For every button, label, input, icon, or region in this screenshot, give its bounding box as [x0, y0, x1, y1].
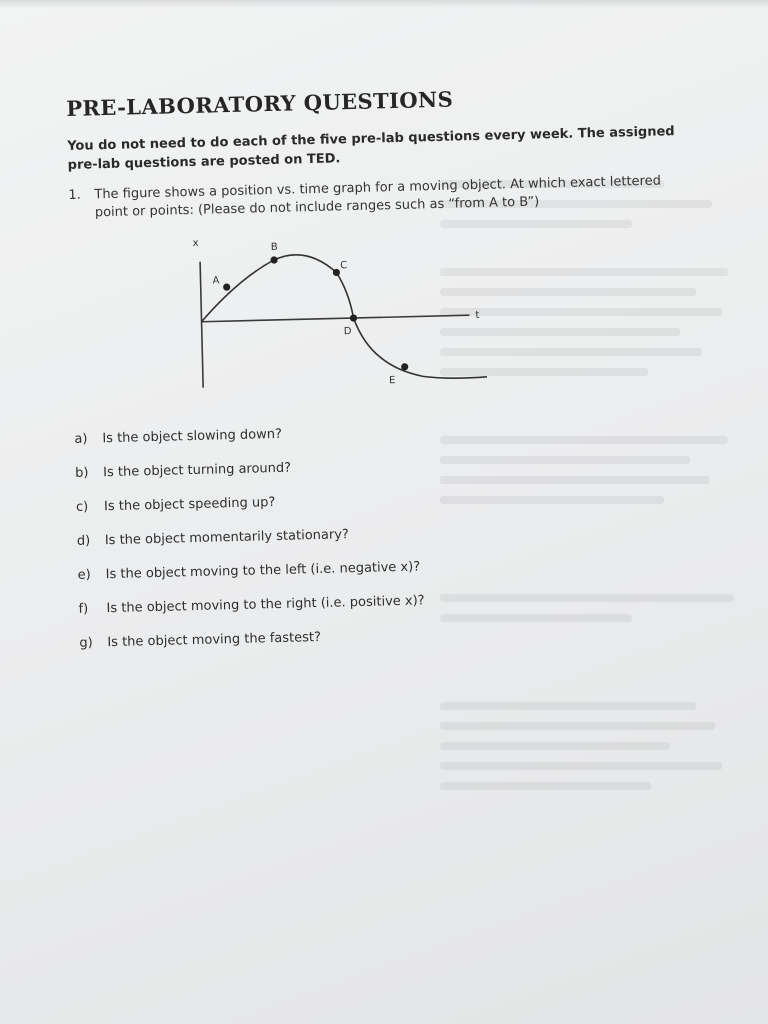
point-e-label: E	[388, 375, 396, 387]
subquestion-b: b) Is the object turning around?	[75, 460, 292, 481]
position-time-graph	[192, 226, 694, 402]
question-text: The figure shows a position vs. time graph for a moving object. At which exact lettered point or points: (Please do not include ranges such as “from A to B”)	[94, 173, 662, 221]
subquestion-a: a) Is the object slowing down?	[74, 426, 283, 447]
subquestion-e: e) Is the object moving to the left (i.e. negative x)?	[77, 559, 421, 583]
x-axis-label: x	[192, 237, 199, 249]
point-c-label: C	[340, 260, 348, 272]
page-top-shadow	[0, 0, 768, 8]
t-axis	[202, 315, 470, 322]
worksheet	[66, 81, 700, 669]
x-axis	[200, 262, 203, 388]
t-axis-label: t	[475, 309, 480, 322]
intro-text: You do not need to do each of the five pre-lab questions every week. The assigned pre-lab questions are posted on TED.	[67, 124, 675, 173]
point-b	[270, 256, 277, 263]
page-title: PRE-LABORATORY QUESTIONS	[66, 86, 454, 121]
point-d	[350, 314, 357, 321]
subquestion-d: d) Is the object momentarily stationary?	[76, 527, 350, 549]
subquestion-c: c) Is the object speeding up?	[75, 495, 276, 515]
point-a	[223, 283, 230, 290]
graph-svg	[192, 231, 500, 398]
question-1	[68, 172, 689, 223]
subquestion-g: g) Is the object moving the fastest?	[79, 629, 322, 651]
point-a-label: A	[212, 275, 220, 287]
point-b-label: B	[270, 241, 278, 254]
subquestion-f: f) Is the object moving to the right (i.e. positive x)?	[78, 593, 425, 617]
subquestion-list	[74, 416, 700, 669]
point-d-label: D	[343, 326, 352, 338]
question-number: 1.	[68, 187, 82, 203]
